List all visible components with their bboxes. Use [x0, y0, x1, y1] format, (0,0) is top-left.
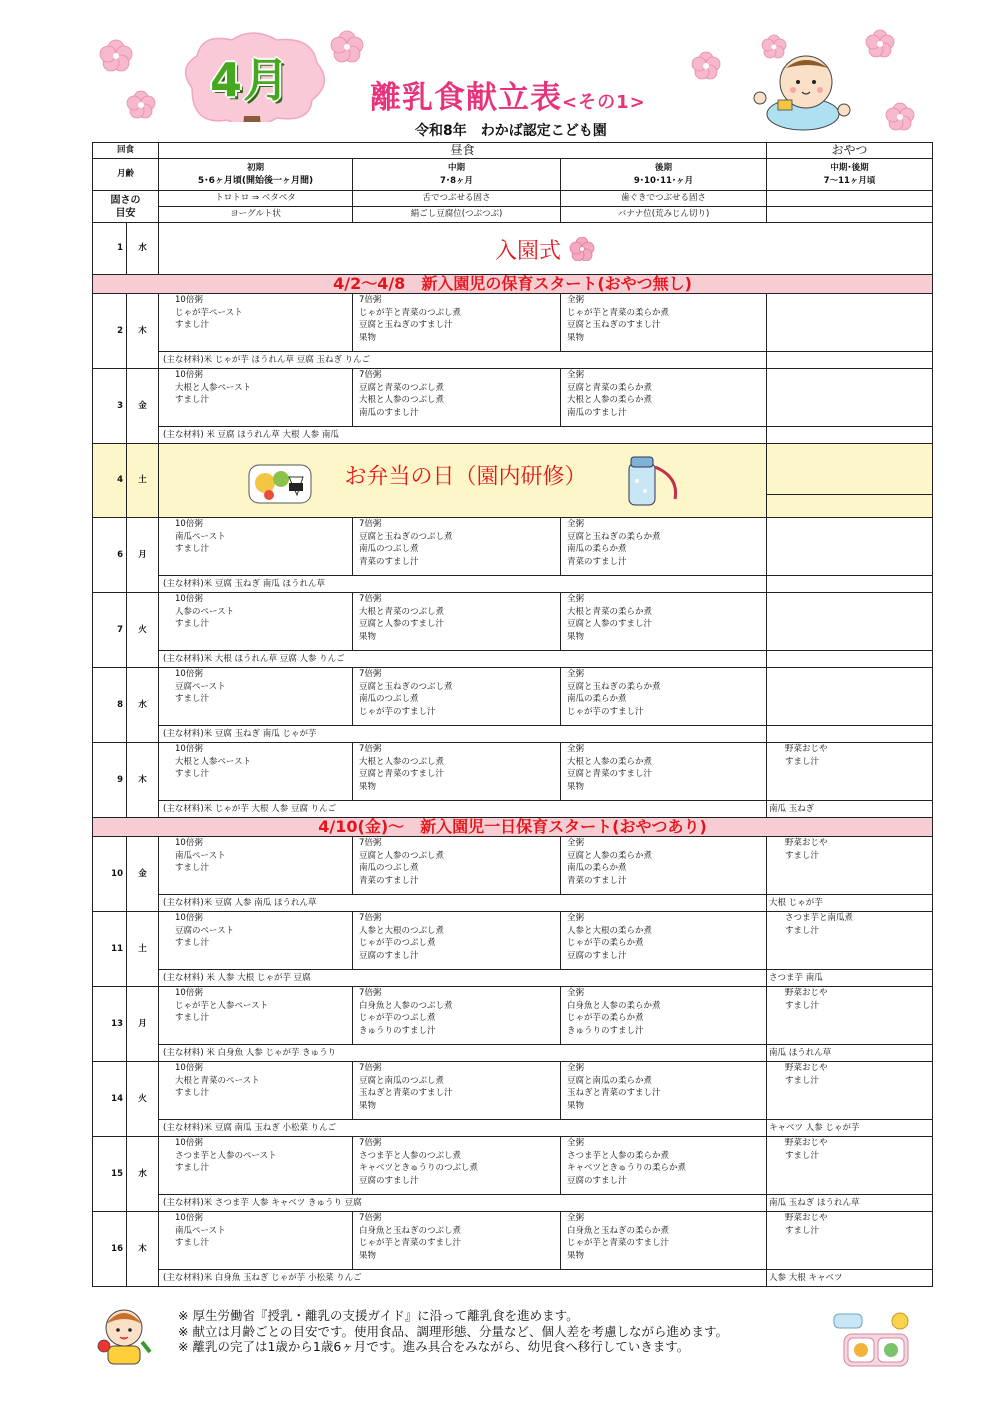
early-menu: 10倍粥 人参のペースト すまし汁: [159, 593, 353, 651]
event-cell: [159, 223, 933, 275]
sakura-flower-icon: [568, 237, 596, 261]
day-of-week: 木: [127, 1212, 159, 1287]
banner-text-1: 4/2〜4/8 新入園児の保育スタート(おやつ無し): [93, 275, 933, 294]
materials-row: [93, 1195, 933, 1212]
materials-row: [93, 801, 933, 818]
day-row-1: [93, 223, 933, 275]
header-firmness-label-2: 目安: [115, 207, 136, 219]
snack-menu: [767, 369, 933, 427]
day-row-11: [93, 912, 933, 970]
banner-row-2: [93, 818, 933, 837]
main-ingredients: (主な材料) 米 白身魚 人参 じゃが芋 きゅうり: [159, 1045, 767, 1062]
school-name: 令和8年 わかば認定こども園: [415, 123, 607, 139]
water-bottle-icon: [615, 453, 681, 509]
materials-row: [93, 1045, 933, 1062]
day-of-week: 月: [127, 518, 159, 593]
day-number: 4: [93, 444, 127, 518]
mid-menu: 7倍粥 人参と大根のつぶし煮 じゃが芋のつぶし煮 豆腐のすまし汁: [353, 912, 561, 970]
day-number: 15: [93, 1137, 127, 1212]
bento-box-icon: [245, 455, 315, 507]
early-menu: 10倍粥 豆腐ペースト すまし汁: [159, 668, 353, 726]
snack-ingredients: [767, 651, 933, 668]
late-menu: 全粥 白身魚と人参の柔らか煮 じゃが芋の柔らか煮 きゅうりのすまし汁: [561, 987, 767, 1045]
baby-illustration-icon: [748, 52, 868, 132]
snack-ingredients: 南瓜 玉ねぎ: [767, 801, 933, 818]
mid-firmness-1: 舌でつぶせる固さ: [353, 191, 561, 207]
notes: [178, 1308, 728, 1355]
menu-table: [92, 142, 933, 1287]
early-firmness-1: トロトロ ⇒ ベタベタ: [159, 191, 353, 207]
snack-ingredients: 南瓜 玉ねぎ ほうれん草: [767, 1195, 933, 1212]
header-firmness-label: [93, 191, 159, 223]
early-menu: 10倍粥 大根と人参ペースト すまし汁: [159, 743, 353, 801]
day-row-10: [93, 837, 933, 895]
day-number: 10: [93, 837, 127, 912]
note-3: ※ 離乳の完了は1歳から1歳6ヶ月です。進み具合をみながら、幼児食へ移行していきます。: [178, 1339, 690, 1354]
early-menu: 10倍粥 大根と人参ペースト すまし汁: [159, 369, 353, 427]
snack-cell-empty: [767, 444, 933, 518]
day-of-week: 金: [127, 369, 159, 444]
day-number: 14: [93, 1062, 127, 1137]
late-firmness-2: バナナ位(荒みじん切り): [561, 207, 767, 223]
snack-ingredients: [767, 427, 933, 444]
early-menu: 10倍粥 南瓜ペースト すまし汁: [159, 1212, 353, 1270]
header-row-firmness-2: [93, 207, 933, 223]
snack-menu: 野菜おじや すまし汁: [767, 837, 933, 895]
materials-row: [93, 895, 933, 912]
note-2: ※ 献立は月齢ごとの目安です。使用食品、調理形態、分量など、個人差を考慮しながら進めます。: [178, 1323, 728, 1339]
day-of-week: 土: [127, 444, 159, 518]
main-ingredients: (主な材料) 米 人参 大根 じゃが芋 豆腐: [159, 970, 767, 987]
materials-row: [93, 352, 933, 369]
snack-menu: 野菜おじや すまし汁: [767, 1062, 933, 1120]
early-menu: 10倍粥 南瓜ペースト すまし汁: [159, 837, 353, 895]
header-mid-title: 中期: [448, 163, 466, 173]
day-row-6: [93, 518, 933, 576]
day-number: 9: [93, 743, 127, 818]
day-row-3: [93, 369, 933, 427]
day-row-13: [93, 987, 933, 1045]
mid-menu: 7倍粥 白身魚と人参のつぶし煮 じゃが芋のつぶし煮 きゅうりのすまし汁: [353, 987, 561, 1045]
day-row-8: [93, 668, 933, 726]
mid-menu: 7倍粥 大根と青菜のつぶし煮 豆腐と人参のすまし汁 果物: [353, 593, 561, 651]
late-menu: 全粥 大根と青菜の柔らか煮 豆腐と人参のすまし汁 果物: [561, 593, 767, 651]
snack-firmness-1: [767, 191, 933, 207]
event-text: 入園式: [495, 238, 562, 264]
baby-food-tray-icon: [832, 1312, 918, 1368]
mid-menu: 7倍粥 豆腐と人参のつぶし煮 南瓜のつぶし煮 青菜のすまし汁: [353, 837, 561, 895]
late-menu: 全粥 豆腐と人参の柔らか煮 南瓜の柔らか煮 青菜のすまし汁: [561, 837, 767, 895]
page-title: [370, 72, 646, 117]
mid-menu: 7倍粥 さつま芋と人参のつぶし煮 キャベツときゅうりのつぶし煮 豆腐のすまし汁: [353, 1137, 561, 1195]
mid-firmness-2: 絹ごし豆腐位(つぶつぶ): [353, 207, 561, 223]
snack-ingredients: [767, 576, 933, 593]
child-eating-illustration-icon: [96, 1306, 152, 1366]
main-ingredients: (主な材料)米 豆腐 人参 南瓜 ほうれん草: [159, 895, 767, 912]
early-menu: 10倍粥 じゃが芋と人参ペースト すまし汁: [159, 987, 353, 1045]
day-of-week: 金: [127, 837, 159, 912]
header-snack: おやつ: [767, 143, 933, 159]
header-row-meal: [93, 143, 933, 159]
header-mid: [353, 159, 561, 191]
day-row-4: [93, 444, 933, 518]
day-of-week: 火: [127, 593, 159, 668]
snack-ingredients: 人参 大根 キャベツ: [767, 1270, 933, 1287]
main-ingredients: (主な材料)米 豆腐 南瓜 玉ねぎ 小松菜 りんご: [159, 1120, 767, 1137]
materials-row: [93, 576, 933, 593]
mid-menu: 7倍粥 豆腐と玉ねぎのつぶし煮 南瓜のつぶし煮 青菜のすまし汁: [353, 518, 561, 576]
header-row-firmness-1: [93, 191, 933, 207]
header-age-label: 月齢: [93, 159, 159, 191]
day-number: 7: [93, 593, 127, 668]
mid-menu: 7倍粥 豆腐と青菜のつぶし煮 大根と人参のつぶし煮 南瓜のすまし汁: [353, 369, 561, 427]
header-kaishoku: 回食: [93, 143, 159, 159]
main-ingredients: (主な材料) 米 豆腐 ほうれん草 大根 人参 南瓜: [159, 427, 767, 444]
snack-ingredients: さつま芋 南瓜: [767, 970, 933, 987]
day-row-9: [93, 743, 933, 801]
snack-menu: 野菜おじや すまし汁: [767, 743, 933, 801]
early-menu: 10倍粥 じゃが芋ペースト すまし汁: [159, 294, 353, 352]
snack-ingredients: キャベツ 人参 じゃが芋: [767, 1120, 933, 1137]
header-late: [561, 159, 767, 191]
banner-text-2: 4/10(金)〜 新入園児一日保育スタート(おやつあり): [93, 818, 933, 837]
main-ingredients: (主な材料)米 大根 ほうれん草 豆腐 人参 りんご: [159, 651, 767, 668]
snack-cell-top: [767, 444, 932, 495]
day-number: 1: [93, 223, 127, 275]
late-menu: 全粥 大根と人参の柔らか煮 豆腐と青菜のすまし汁 果物: [561, 743, 767, 801]
day-row-2: [93, 294, 933, 352]
main-ingredients: (主な材料)米 白身魚 玉ねぎ じゃが芋 小松菜 りんご: [159, 1270, 767, 1287]
main-ingredients: (主な材料)米 じゃが芋 ほうれん草 豆腐 玉ねぎ りんご: [159, 352, 767, 369]
snack-ingredients: [767, 352, 933, 369]
materials-row: [93, 1270, 933, 1287]
header-row-age: [93, 159, 933, 191]
day-number: 2: [93, 294, 127, 369]
day-of-week: 火: [127, 1062, 159, 1137]
day-row-15: [93, 1137, 933, 1195]
late-menu: 全粥 白身魚と玉ねぎの柔らか煮 じゃが芋と青菜のすまし汁 果物: [561, 1212, 767, 1270]
late-menu: 全粥 豆腐と玉ねぎの柔らか煮 南瓜の柔らか煮 青菜のすまし汁: [561, 518, 767, 576]
snack-menu: [767, 518, 933, 576]
banner-row-1: [93, 275, 933, 294]
header-early: [159, 159, 353, 191]
day-row-14: [93, 1062, 933, 1120]
header-early-title: 初期: [247, 163, 265, 173]
snack-firmness-2: [767, 207, 933, 223]
mid-menu: 7倍粥 白身魚と玉ねぎのつぶし煮 じゃが芋と青菜のすまし汁 果物: [353, 1212, 561, 1270]
day-row-16: [93, 1212, 933, 1270]
day-number: 6: [93, 518, 127, 593]
mid-menu: 7倍粥 大根と人参のつぶし煮 豆腐と青菜のすまし汁 果物: [353, 743, 561, 801]
header-snack-age-text: 7〜11ヶ月頃: [823, 175, 876, 186]
header-snack-age: [767, 159, 933, 191]
month-label: 4月: [210, 53, 291, 107]
header-mid-age: 7･8ヶ月: [439, 175, 474, 186]
snack-ingredients: [767, 726, 933, 743]
snack-menu: 野菜おじや すまし汁: [767, 1212, 933, 1270]
late-menu: 全粥 豆腐と青菜の柔らか煮 大根と人参の柔らか煮 南瓜のすまし汁: [561, 369, 767, 427]
page-title-main: 離乳食献立表: [370, 80, 562, 116]
materials-row: [93, 427, 933, 444]
day-number: 16: [93, 1212, 127, 1287]
snack-menu: 野菜おじや すまし汁: [767, 1137, 933, 1195]
day-of-week: 土: [127, 912, 159, 987]
late-menu: 全粥 人参と大根の柔らか煮 じゃが芋の柔らか煮 豆腐のすまし汁: [561, 912, 767, 970]
materials-row: [93, 1120, 933, 1137]
day-number: 8: [93, 668, 127, 743]
early-menu: 10倍粥 南瓜ペースト すまし汁: [159, 518, 353, 576]
snack-ingredients: 大根 じゃが芋: [767, 895, 933, 912]
early-firmness-2: ヨーグルト状: [159, 207, 353, 223]
day-of-week: 水: [127, 223, 159, 275]
day-number: 3: [93, 369, 127, 444]
bento-day-text: お弁当の日（園内研修）: [344, 464, 587, 489]
bento-cell: [159, 444, 767, 518]
main-ingredients: (主な材料)米 豆腐 玉ねぎ 南瓜 ほうれん草: [159, 576, 767, 593]
page-title-sub: <その1>: [562, 92, 646, 113]
snack-menu: [767, 668, 933, 726]
day-number: 13: [93, 987, 127, 1062]
early-menu: 10倍粥 大根と青菜のペースト すまし汁: [159, 1062, 353, 1120]
materials-row: [93, 970, 933, 987]
day-row-7: [93, 593, 933, 651]
late-menu: 全粥 じゃが芋と青菜の柔らか煮 豆腐と玉ねぎのすまし汁 果物: [561, 294, 767, 352]
header-late-title: 後期: [655, 163, 673, 173]
late-menu: 全粥 さつま芋と人参の柔らか煮 キャベツときゅうりの柔らか煮 豆腐のすまし汁: [561, 1137, 767, 1195]
header-late-age: 9･10･11･ヶ月: [633, 175, 694, 186]
header-lunch: 昼食: [159, 143, 767, 159]
header-snack-period: 中期･後期: [830, 163, 869, 173]
mid-menu: 7倍粥 豆腐と玉ねぎのつぶし煮 南瓜のつぶし煮 じゃが芋のすまし汁: [353, 668, 561, 726]
main-ingredients: (主な材料)米 さつま芋 人参 キャベツ きゅうり 豆腐: [159, 1195, 767, 1212]
day-of-week: 木: [127, 743, 159, 818]
snack-ingredients: 南瓜 ほうれん草: [767, 1045, 933, 1062]
page-header: [0, 0, 1000, 142]
day-of-week: 水: [127, 668, 159, 743]
materials-row: [93, 651, 933, 668]
day-of-week: 木: [127, 294, 159, 369]
mid-menu: 7倍粥 じゃが芋と青菜のつぶし煮 豆腐と玉ねぎのすまし汁 果物: [353, 294, 561, 352]
mid-menu: 7倍粥 豆腐と南瓜のつぶし煮 玉ねぎと青菜のすまし汁 果物: [353, 1062, 561, 1120]
materials-row: [93, 726, 933, 743]
early-menu: 10倍粥 さつま芋と人参のペースト すまし汁: [159, 1137, 353, 1195]
late-firmness-1: 歯ぐきでつぶせる固さ: [561, 191, 767, 207]
header-firmness-label-1: 固さの: [110, 194, 141, 206]
header-early-age: 5･6ヶ月頃(開始後一ヶ月間): [197, 175, 314, 186]
main-ingredients: (主な材料)米 じゃが芋 大根 人参 豆腐 りんご: [159, 801, 767, 818]
snack-menu: さつま芋と南瓜煮 すまし汁: [767, 912, 933, 970]
note-1: ※ 厚生労働省『授乳・離乳の支援ガイド』に沿って離乳食を進めます。: [178, 1308, 579, 1323]
snack-menu: [767, 294, 933, 352]
early-menu: 10倍粥 豆腐のペースト すまし汁: [159, 912, 353, 970]
day-of-week: 月: [127, 987, 159, 1062]
late-menu: 全粥 豆腐と玉ねぎの柔らか煮 南瓜の柔らか煮 じゃが芋のすまし汁: [561, 668, 767, 726]
day-of-week: 水: [127, 1137, 159, 1212]
late-menu: 全粥 豆腐と南瓜の柔らか煮 玉ねぎと青菜のすまし汁 果物: [561, 1062, 767, 1120]
snack-menu: 野菜おじや すまし汁: [767, 987, 933, 1045]
main-ingredients: (主な材料)米 豆腐 玉ねぎ 南瓜 じゃが芋: [159, 726, 767, 743]
day-number: 11: [93, 912, 127, 987]
snack-menu: [767, 593, 933, 651]
